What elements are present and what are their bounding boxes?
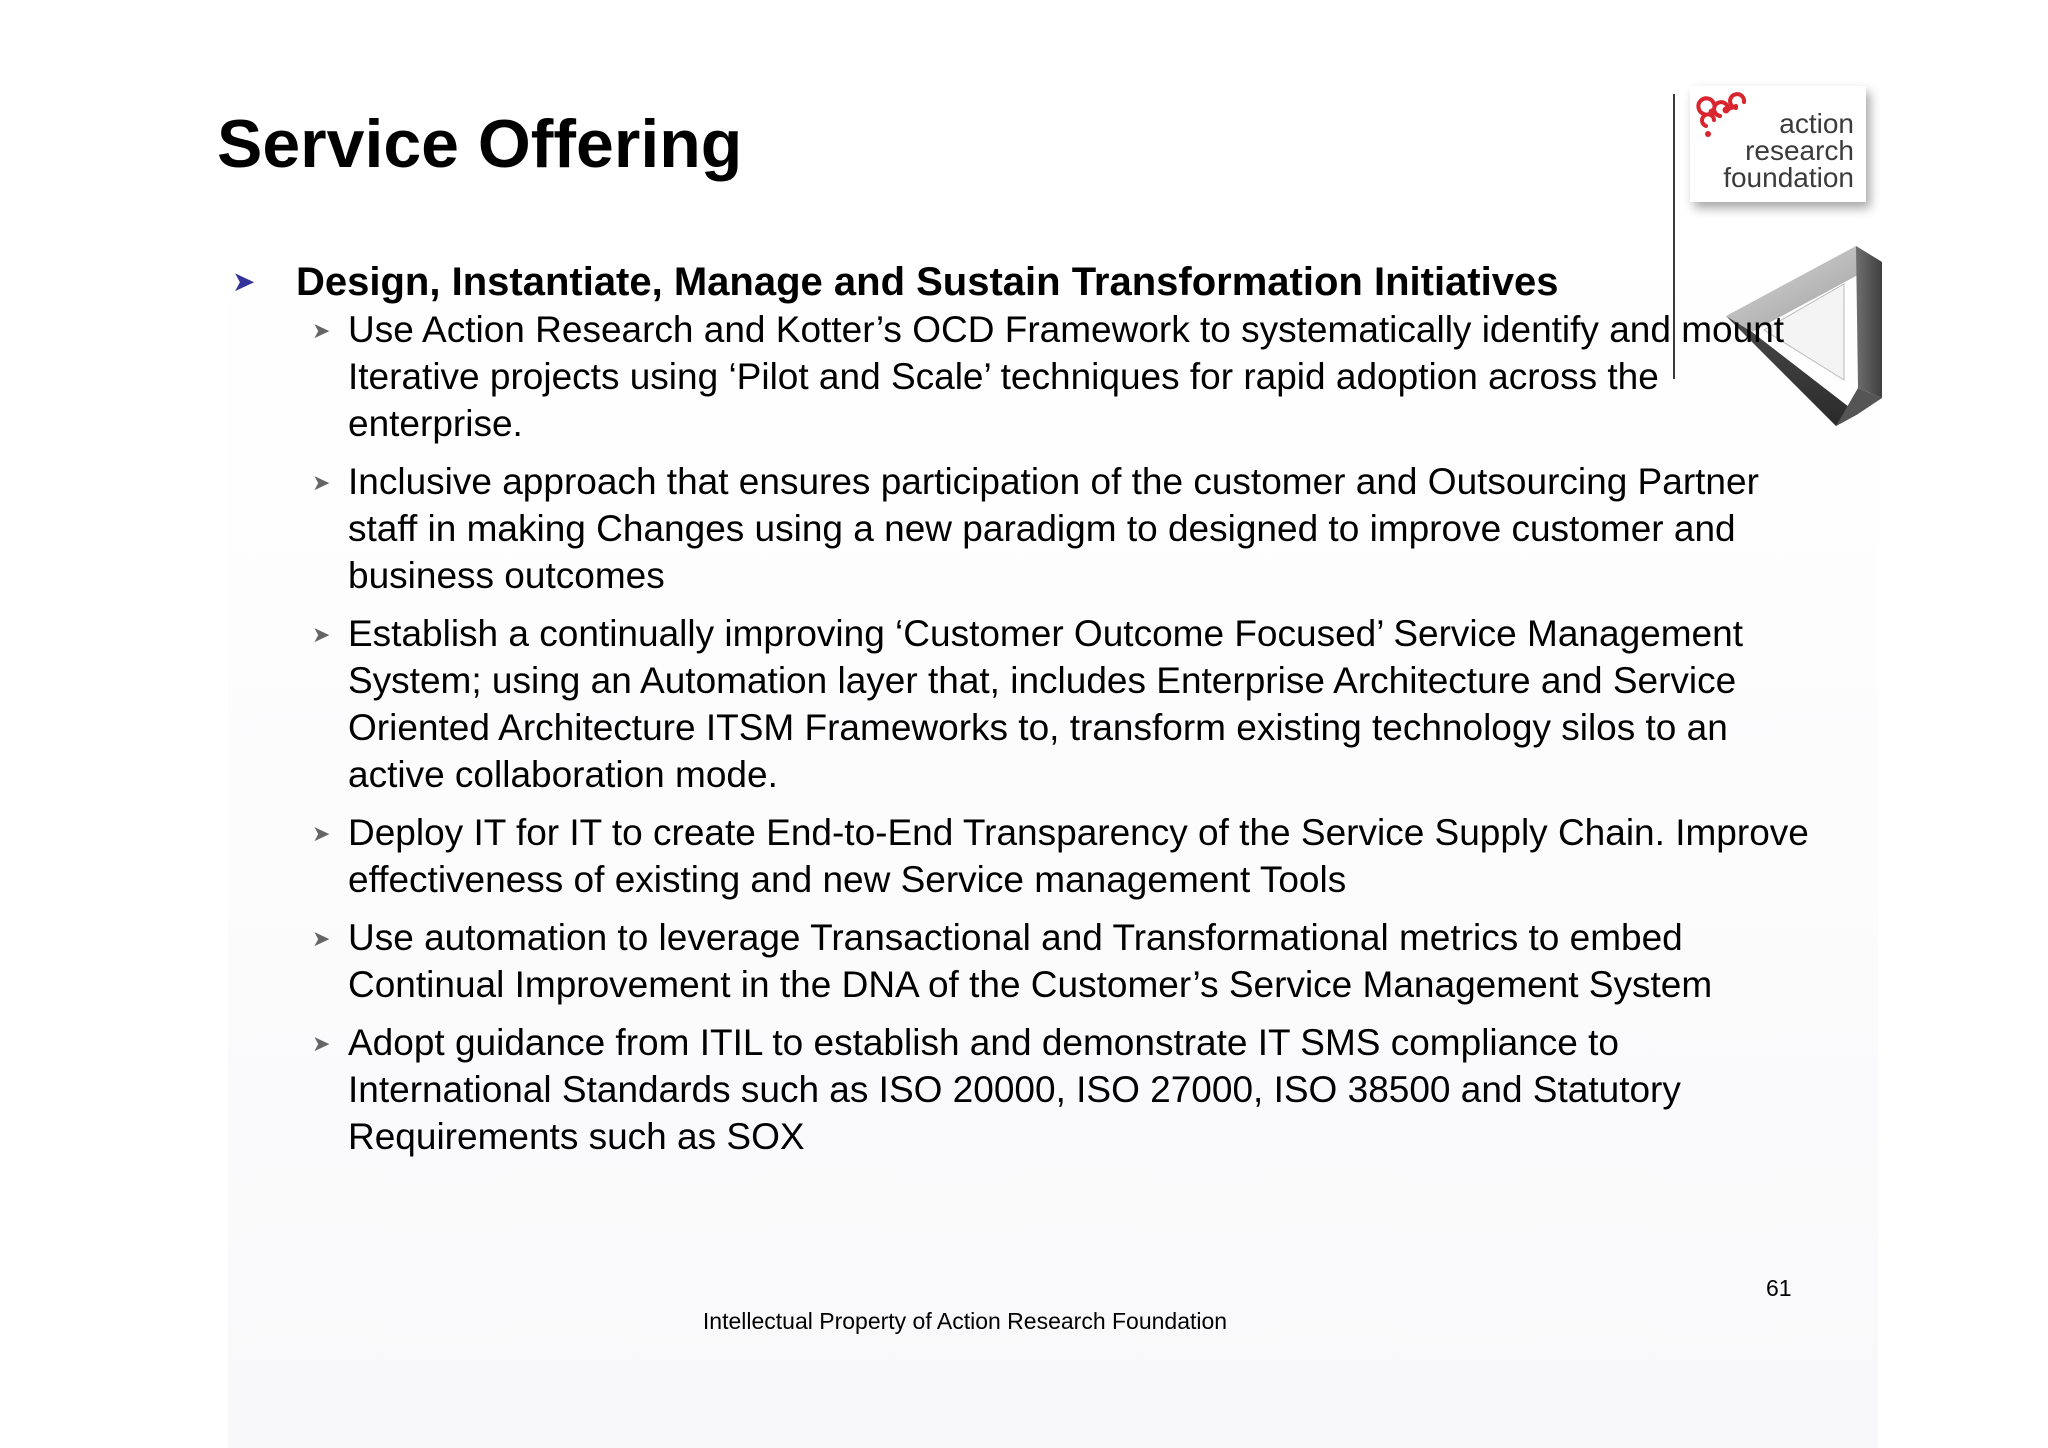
list-item	[312, 458, 1828, 599]
list-item	[312, 306, 1828, 447]
main-bullet	[224, 256, 1784, 308]
arf-logo-line1: action	[1779, 108, 1854, 139]
list-item	[312, 610, 1828, 798]
list-item	[312, 914, 1828, 1008]
action-research-foundation-logo	[1690, 86, 1866, 202]
bullet-text: Use Action Research and Kotter’s OCD Framework to systematically identify and mount Iterative projects using ‘Pilot and Scale’ techniques for rapid adoption across the enterprise.	[348, 309, 1785, 444]
arrow-bullet-icon: ➤	[312, 821, 331, 846]
arrow-bullet-icon: ➤	[312, 318, 331, 343]
arrow-bullet-icon: ➤	[312, 926, 331, 951]
slide-content	[224, 256, 1809, 1160]
arf-logo-line2: research	[1745, 135, 1854, 166]
arrow-bullet-icon: ➤	[312, 622, 331, 647]
arrow-bullet-icon: ➤	[232, 266, 256, 297]
main-bullet-heading: Design, Instantiate, Manage and Sustain Transformation Initiatives	[296, 260, 1559, 304]
list-item	[312, 809, 1828, 903]
list-item	[312, 1019, 1828, 1160]
arrow-bullet-icon: ➤	[312, 1031, 331, 1056]
page-title: Service Offering	[217, 106, 743, 182]
bullet-text: Inclusive approach that ensures participation of the customer and Outsourcing Partner staff in making Changes using a new paradigm to designed to improve customer and business outcomes	[348, 461, 1759, 596]
footer-text: Intellectual Property of Action Research Foundation	[702, 1308, 1228, 1334]
arf-logo-line3: foundation	[1723, 162, 1854, 193]
bullet-text: Adopt guidance from ITIL to establish and demonstrate IT SMS compliance to International Standards such as ISO 20000, ISO 27000, ISO 38500 and Statutory Requirements such as SOX	[348, 1022, 1681, 1157]
bullet-text: Deploy IT for IT to create End-to-End Transparency of the Service Supply Chain. Improve effectiveness of existing and new Service management Tools	[348, 812, 1809, 900]
page-number: 61	[1766, 1275, 1792, 1301]
bullet-text: Use automation to leverage Transactional and Transformational metrics to embed Continual Improvement in the DNA of the Customer’s Service Management System	[348, 917, 1713, 1005]
arrow-bullet-icon: ➤	[312, 470, 331, 495]
bullet-text: Establish a continually improving ‘Customer Outcome Focused’ Service Management System; using an Automation layer that, includes Enterprise Architecture and Service Oriented Architecture ITSM Frameworks to, transform existing technology silos to an active collaboration mode.	[348, 613, 1743, 795]
